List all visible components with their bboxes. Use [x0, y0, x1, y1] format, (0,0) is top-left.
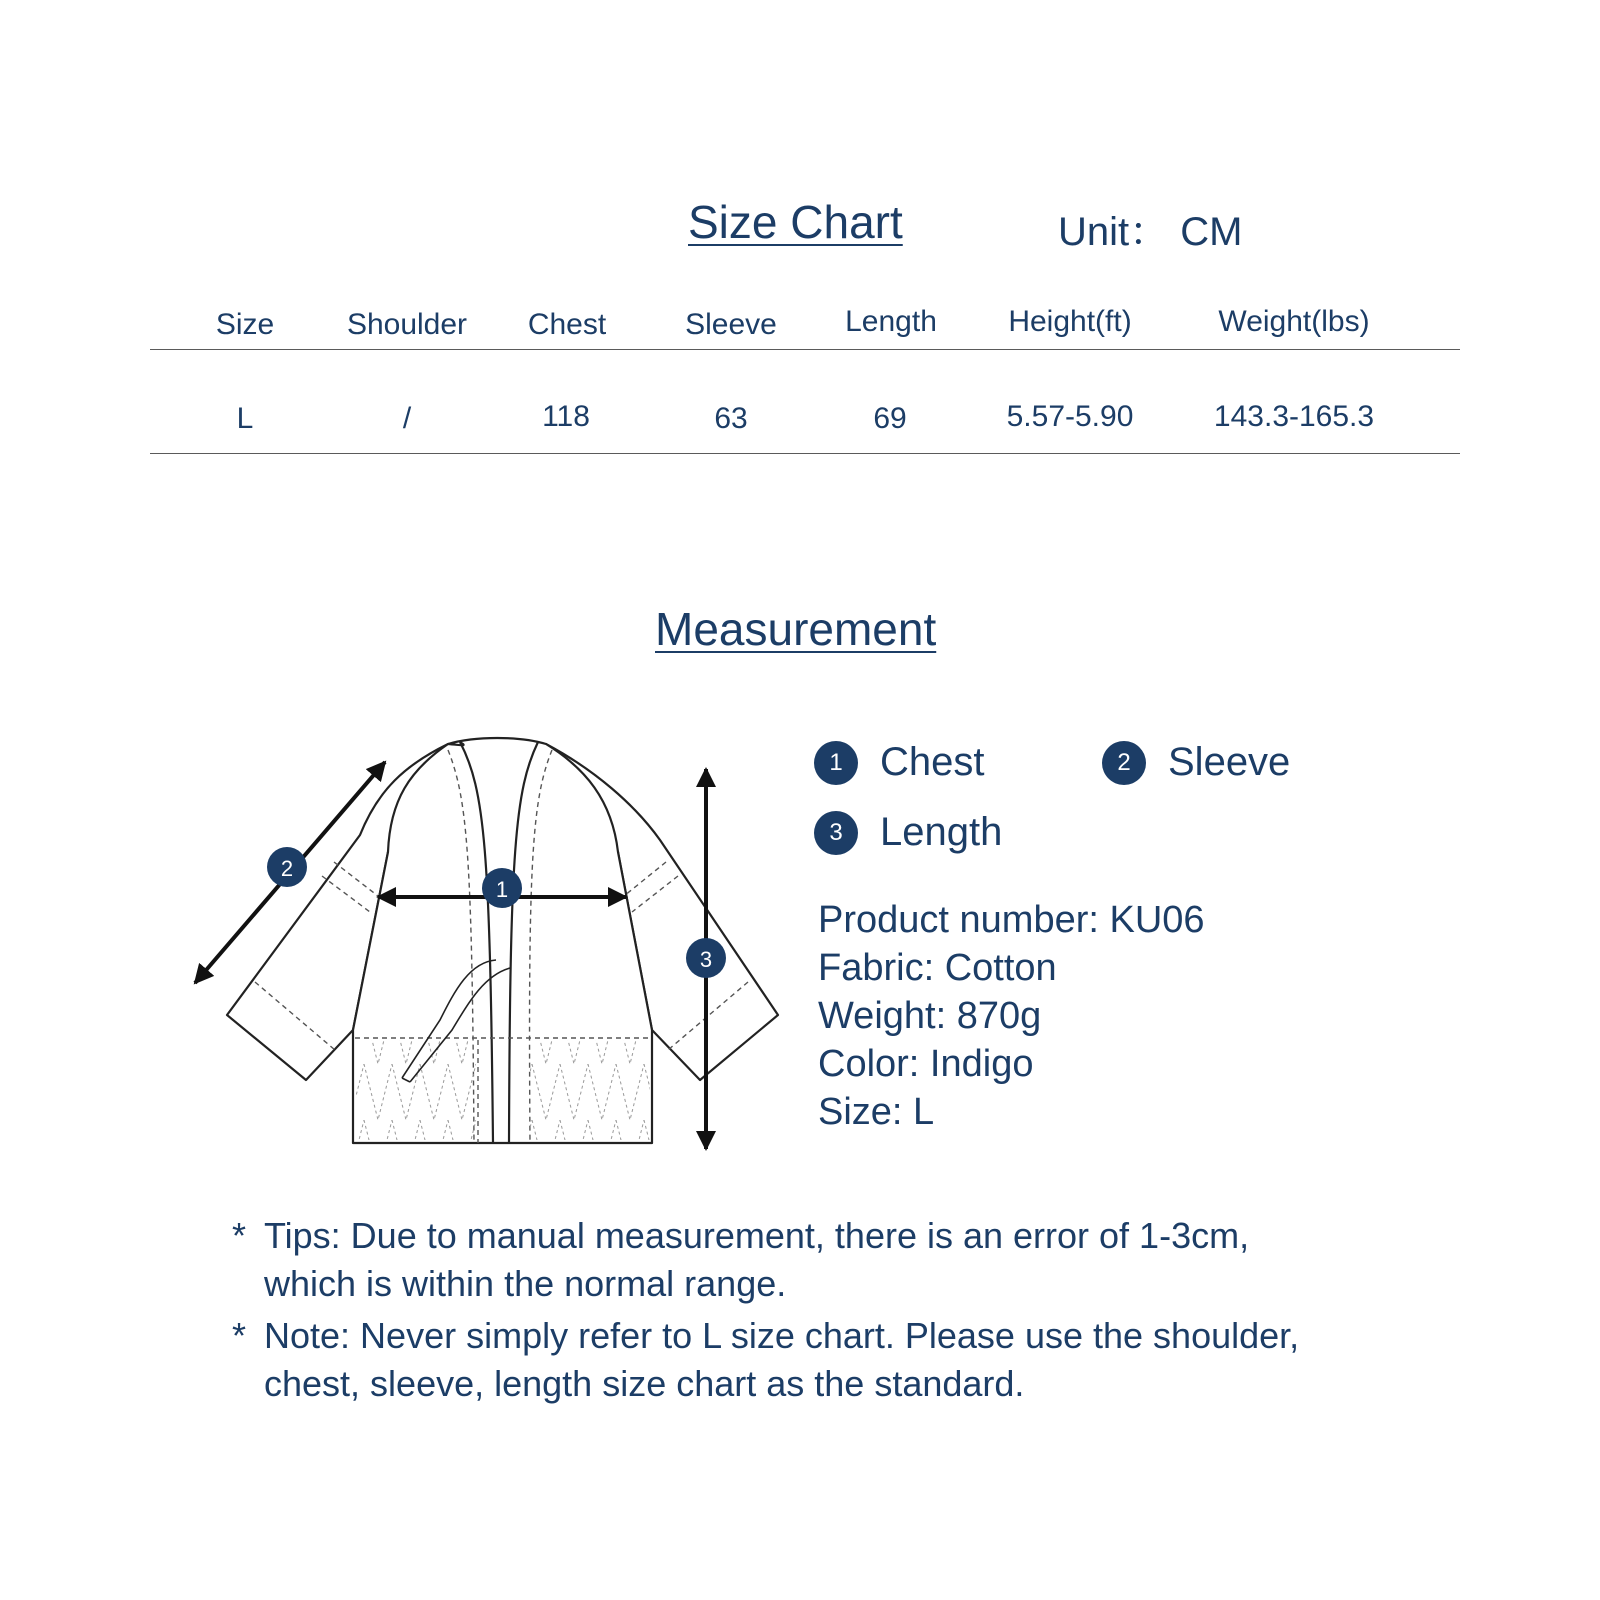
product-color: Color: Indigo [818, 1043, 1034, 1085]
header-height: Height(ft) [1008, 305, 1132, 338]
size-note [232, 1312, 1492, 1408]
header-shoulder: Shoulder [346, 308, 468, 341]
tips-line-1: Tips: Due to manual measurement, there is an error of 1-3cm, [264, 1215, 1250, 1256]
header-length: Length [845, 305, 937, 338]
product-size: Size: L [818, 1091, 935, 1133]
legend-length [814, 810, 1002, 855]
cell-weight: 143.3-165.3 [1213, 400, 1375, 433]
length-marker [686, 938, 726, 978]
legend-length-label: Length [880, 810, 1003, 854]
cell-length: 69 [873, 402, 907, 435]
note-bullet: * [232, 1315, 247, 1356]
kimono-outline [227, 738, 778, 1143]
product-number: Product number: KU06 [818, 899, 1205, 941]
hem-pattern-right [530, 1040, 650, 1140]
notes [232, 1212, 1492, 1412]
legend-sleeve-number: 2 [1102, 741, 1146, 785]
unit-label: Unit： CM [1058, 210, 1243, 254]
header-size: Size [215, 308, 275, 341]
legend-chest-number: 1 [814, 741, 858, 785]
legend-chest-label: Chest [880, 740, 985, 784]
svg-text:3: 3 [699, 947, 713, 972]
product-fabric: Fabric: Cotton [818, 947, 1057, 989]
tips-line-2: which is within the normal range. [264, 1263, 787, 1304]
cell-sleeve: 63 [714, 402, 748, 435]
legend-sleeve-label: Sleeve [1168, 740, 1291, 784]
note-line-1: Note: Never simply refer to L size chart. Please use the shoulder, [264, 1315, 1300, 1356]
svg-text:1: 1 [495, 877, 509, 902]
sleeve-marker [267, 847, 307, 887]
cell-chest: 118 [542, 400, 590, 433]
header-sleeve: Sleeve [685, 308, 777, 341]
cell-size: L [236, 402, 254, 435]
hem-pattern-left [356, 1040, 476, 1140]
legend-sleeve [1102, 740, 1290, 785]
legend-chest [814, 740, 985, 785]
header-weight: Weight(lbs) [1218, 305, 1370, 338]
legend-length-number: 3 [814, 811, 858, 855]
cell-shoulder: / [402, 402, 412, 435]
chest-marker [482, 868, 522, 908]
svg-text:2: 2 [280, 856, 294, 881]
product-weight: Weight: 870g [818, 995, 1042, 1037]
cell-height: 5.57-5.90 [1006, 400, 1134, 433]
measurement-title: Measurement [655, 603, 937, 655]
note-line-2: chest, sleeve, length size chart as the standard. [264, 1363, 1025, 1404]
tips-note [232, 1212, 1492, 1308]
size-chart-title: Size Chart [688, 196, 903, 248]
product-info [818, 896, 1205, 1136]
header-chest: Chest [527, 308, 607, 341]
note-bullet: * [232, 1215, 247, 1256]
